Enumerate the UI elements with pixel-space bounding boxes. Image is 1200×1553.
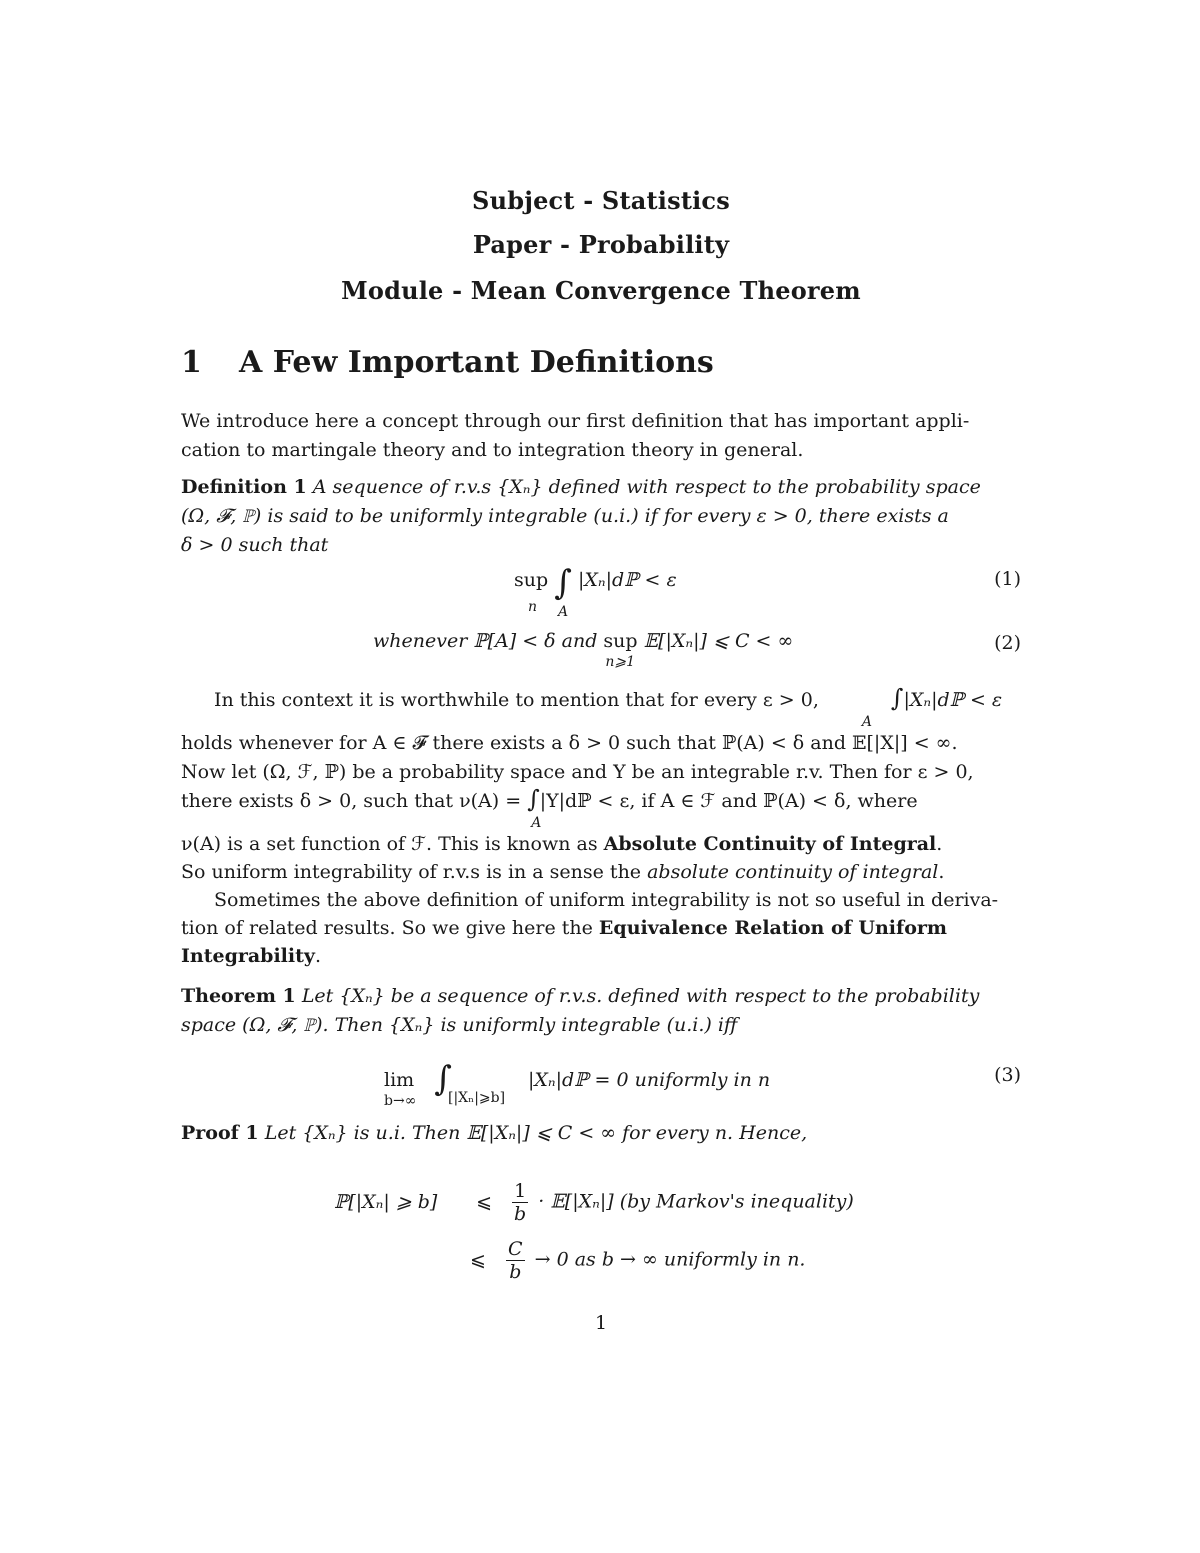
intro-line-2: cation to martingale theory and to integration theory in general. <box>181 439 804 461</box>
para-l6-c: . <box>938 861 945 883</box>
document-page <box>181 0 1021 1553</box>
paragraph-line-3: Now let (Ω, ℱ, ℙ) be a probability space and Y be an integrable r.v. Then for ε > 0, <box>181 761 974 783</box>
eq2-sup: sup <box>603 630 638 652</box>
page-number: 1 <box>594 1312 608 1334</box>
para-l1-int: ∫ <box>890 684 904 712</box>
para-l4-int: ∫ <box>527 785 540 813</box>
eq2-right: 𝔼[|Xₙ|] ⩽ C < ∞ <box>637 630 794 652</box>
eq1-integral-sub: A <box>558 604 569 620</box>
proof-row-1 <box>334 1180 854 1225</box>
module-heading: Module - Mean Convergence Theorem <box>341 276 861 305</box>
para-l4-a: there exists δ > 0, such that ν(A) = <box>181 790 528 812</box>
definition-text-1: A sequence of r.v.s {Xₙ} defined with respect to the probability space <box>312 476 981 498</box>
proof-row-2 <box>460 1238 805 1283</box>
eq1-sup: sup <box>514 569 549 591</box>
proof-row1-left: ℙ[|Xₙ| ⩾ b] <box>334 1190 438 1213</box>
definition-line-3: δ > 0 such that <box>181 534 329 556</box>
equation-number-3: (3) <box>994 1064 1021 1086</box>
paper-heading: Paper - Probability <box>472 230 730 259</box>
paragraph-line-5 <box>181 830 1021 858</box>
theorem-line-2: space (Ω, 𝓕, ℙ). Then {Xₙ} is uniformly integrable (u.i.) iff <box>181 1014 738 1036</box>
paragraph-line-2: holds whenever for A ∈ 𝓕 there exists a δ > 0 such that ℙ(A) < δ and 𝔼[|X|] < ∞. <box>181 732 958 754</box>
para-l6-a: So uniform integrability of r.v.s is in a sense the <box>181 861 648 883</box>
para2-l3-bold: Integrability <box>181 945 315 967</box>
paragraph-line-4 <box>181 785 1021 831</box>
proof-row2-right: → 0 as b → ∞ uniformly in n. <box>534 1248 806 1271</box>
section-heading <box>181 345 714 380</box>
para2-l2-a: tion of related results. So we give here the <box>181 917 599 939</box>
theorem-line-1 <box>181 982 1021 1010</box>
theorem-label: Theorem 1 <box>181 985 296 1007</box>
para-l5-a: ν(A) is a set function of ℱ. This is known as <box>181 833 604 855</box>
eq3-body: |Xₙ|dℙ = 0 uniformly in n <box>527 1069 771 1091</box>
paragraph-line-6 <box>181 858 1021 886</box>
paragraph2-line-2 <box>181 914 1021 942</box>
proof-row1-right: · 𝔼[|Xₙ|] (by Markov's inequality) <box>538 1190 854 1213</box>
eq2-left: whenever ℙ[A] < δ and <box>373 630 604 652</box>
section-number: 1 <box>181 345 202 380</box>
definition-line-2: (Ω, 𝓕, ℙ) is said to be uniformly integrable (u.i.) if for every ε > 0, there exists a <box>181 505 949 527</box>
para2-l2-bold: Equivalence Relation of Uniform <box>598 917 947 939</box>
proof-row2-fraction <box>506 1238 525 1283</box>
definition-label: Definition 1 <box>181 476 307 498</box>
eq3-lim: lim <box>384 1069 415 1091</box>
eq1-body: |Xₙ|dℙ < ε <box>577 569 677 591</box>
para-l1-int-sub: A <box>861 714 873 730</box>
eq3-integral-sign: ∫ <box>434 1059 452 1099</box>
eq2-sup-sub: n⩾1 <box>605 654 636 670</box>
para-l5-c: . <box>936 833 943 855</box>
proof-row2-rel: ⩽ <box>470 1248 486 1271</box>
proof-label: Proof 1 <box>181 1122 259 1144</box>
theorem-text-1: Let {Xₙ} be a sequence of r.v.s. defined with respect to the probability <box>301 985 980 1007</box>
para-l4-int-sub: A <box>531 815 542 831</box>
eq3-lim-sub: b→∞ <box>384 1093 417 1109</box>
equation-3 <box>384 1058 771 1109</box>
paragraph2-line-3 <box>181 942 1021 970</box>
proof-row1-den: b <box>514 1203 527 1225</box>
para-l5-bold: Absolute Continuity of Integral <box>603 833 937 855</box>
proof-text-1: Let {Xₙ} is u.i. Then 𝔼[|Xₙ|] ⩽ C < ∞ for every n. Hence, <box>264 1122 808 1144</box>
proof-row1-fraction <box>512 1180 528 1225</box>
paragraph-line-1 <box>181 684 1021 730</box>
eq1-integral-sign: ∫ <box>554 563 572 603</box>
para2-l3-c: . <box>314 945 321 967</box>
paragraph2-line-1: Sometimes the above definition of uniform integrability is not so useful in deriva- <box>214 889 999 911</box>
proof-row1-num: 1 <box>514 1180 527 1202</box>
proof-row2-den: b <box>509 1261 522 1283</box>
equation-number-1: (1) <box>994 568 1021 590</box>
equation-1 <box>514 558 677 620</box>
subject-heading: Subject - Statistics <box>472 186 730 215</box>
proof-row2-num: C <box>508 1238 523 1260</box>
equation-2 <box>373 630 794 670</box>
para-l1-a: In this context it is worthwhile to mention that for every ε > 0, <box>214 689 825 711</box>
intro-line-1: We introduce here a concept through our first definition that has important appli- <box>181 410 970 432</box>
equation-number-2: (2) <box>994 632 1021 654</box>
section-title: A Few Important Definitions <box>239 345 714 380</box>
proof-row1-rel: ⩽ <box>476 1190 492 1213</box>
eq1-sup-sub: n <box>528 599 538 615</box>
para-l4-b: |Y|dℙ < ε, if A ∈ ℱ and ℙ(A) < δ, where <box>539 790 918 812</box>
proof-line-1 <box>181 1119 1021 1147</box>
definition-line-1 <box>181 473 1021 501</box>
para-l1-b: |Xₙ|dℙ < ε <box>903 689 1003 711</box>
para-l6-italic: absolute continuity of integral <box>647 861 939 883</box>
eq3-integral-sub: [|Xₙ|⩾b] <box>448 1090 506 1106</box>
